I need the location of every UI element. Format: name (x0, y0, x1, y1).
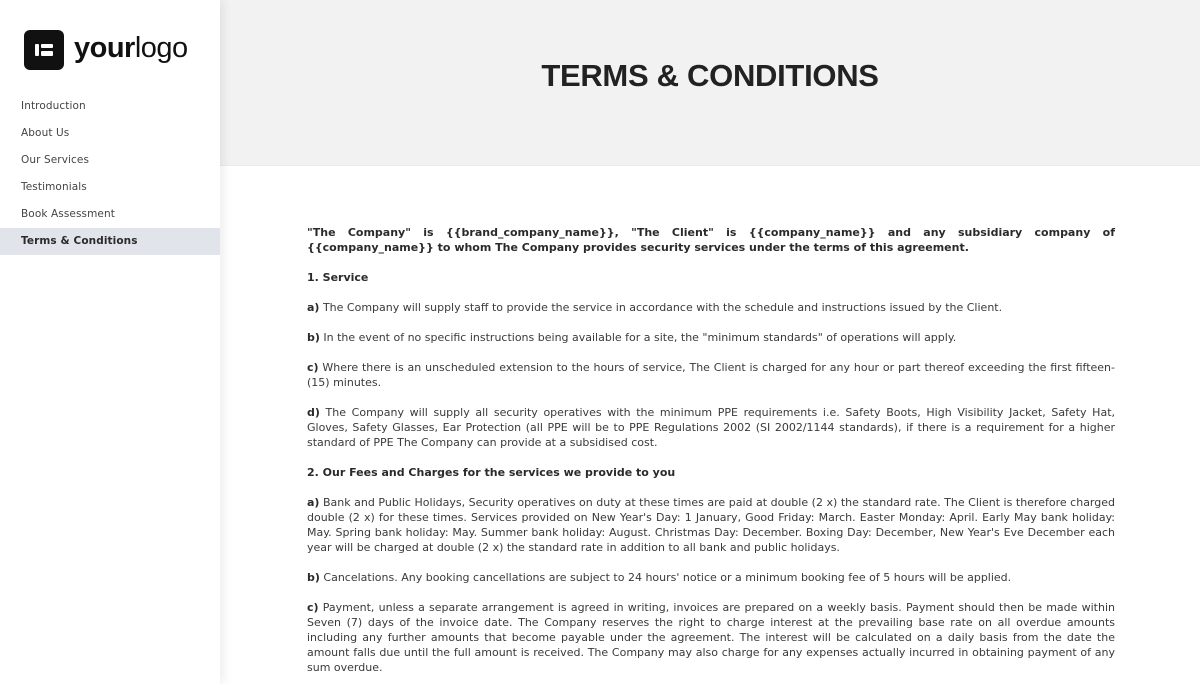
clause-1c (307, 360, 1115, 390)
clause-label: c) (307, 601, 319, 614)
clause-text: The Company will supply all security operatives with the minimum PPE requirements i.e. Safety Boots, High Visibility Jacket, Safety Hat, Gloves, Safety Glasses, Ear Protection (all PPE will be to PPE Regulations 2002 (SI 2002/1144 standards), if there is a requirement for a higher standard of PPE The Company can provide at a subsidised cost. (307, 406, 1115, 449)
clause-label: c) (307, 361, 319, 374)
logo-text-bold: your (74, 31, 135, 64)
clause-text: Payment, unless a separate arrangement is agreed in writing, invoices are prepared on a weekly basis. Payment should then be made within Seven (7) days of the invoice date. The Company reserves the right to charge interest at the prevailing base rate on all overdue amounts including any further amounts that become payable under the agreement. The interest will be calculated on a daily basis from the date the amount falls due until the full amount is received. The Company may also charge for any expenses actually incurred in obtaining payment of any sum overdue. (307, 601, 1115, 674)
sidebar-item-about-us[interactable]: About Us (21, 127, 70, 139)
sidebar-item-book-assessment[interactable]: Book Assessment (21, 208, 115, 220)
clause-label: a) (307, 496, 320, 509)
clause-label: b) (307, 331, 320, 344)
clause-2b (307, 570, 1115, 585)
clause-1a (307, 300, 1115, 315)
sidebar (0, 0, 220, 684)
sidebar-item-our-services[interactable]: Our Services (21, 154, 90, 166)
logo[interactable] (24, 30, 188, 70)
clause-2a (307, 495, 1115, 555)
clause-text: Bank and Public Holidays, Security operatives on duty at these times are paid at double (2 x) the standard rate. The Client is therefore charged double (2 x) for these times. Services provided on New Year's Day: 1 January, Good Friday: March. Easter Monday: April. Early May bank holiday: May. Spring bank holiday: May. Summer bank holiday: August. Christmas Day: December. Boxing Day: December, New Year's Eve December each year will be charged at double (2 x) the standard rate in addition to all bank and public holidays. (307, 496, 1115, 554)
clause-label: a) (307, 301, 320, 314)
logo-text (74, 31, 188, 64)
clause-text: Where there is an unscheduled extension to the hours of service, The Client is charged for any hour or part thereof exceeding the first fifteen-(15) minutes. (307, 361, 1115, 389)
section-heading-service: 1. Service (307, 271, 369, 284)
sidebar-nav (0, 93, 220, 255)
clause-1b (307, 330, 1115, 345)
clause-text: In the event of no specific instructions being available for a site, the "minimum standards" of operations will apply. (319, 331, 957, 344)
sidebar-item-introduction[interactable]: Introduction (21, 100, 86, 112)
terms-document (307, 225, 1115, 684)
clause-label: d) (307, 406, 320, 419)
section-heading-fees: 2. Our Fees and Charges for the services we provide to you (307, 466, 676, 479)
clause-1d (307, 405, 1115, 450)
logo-text-light: logo (134, 31, 188, 64)
clause-label: b) (307, 571, 320, 584)
page-title: TERMS & CONDITIONS (541, 58, 879, 93)
clause-text: The Company will supply staff to provide the service in accordance with the schedule and instructions issued by the Client. (319, 301, 1003, 314)
sidebar-item-terms-conditions[interactable]: Terms & Conditions (0, 228, 220, 255)
clause-2c (307, 600, 1115, 675)
page-header (220, 0, 1200, 166)
intro-paragraph: "The Company" is {{brand_company_name}}, "The Client" is {{company_name}} and any subsidiary company of {{company_name}} to whom The Company provides security services under the terms of this agreement. (307, 226, 1115, 254)
logo-mark-icon (24, 30, 64, 70)
clause-text: Cancelations. Any booking cancellations are subject to 24 hours' notice or a minimum booking fee of 5 hours will be applied. (319, 571, 1012, 584)
sidebar-item-testimonials[interactable]: Testimonials (21, 181, 87, 193)
